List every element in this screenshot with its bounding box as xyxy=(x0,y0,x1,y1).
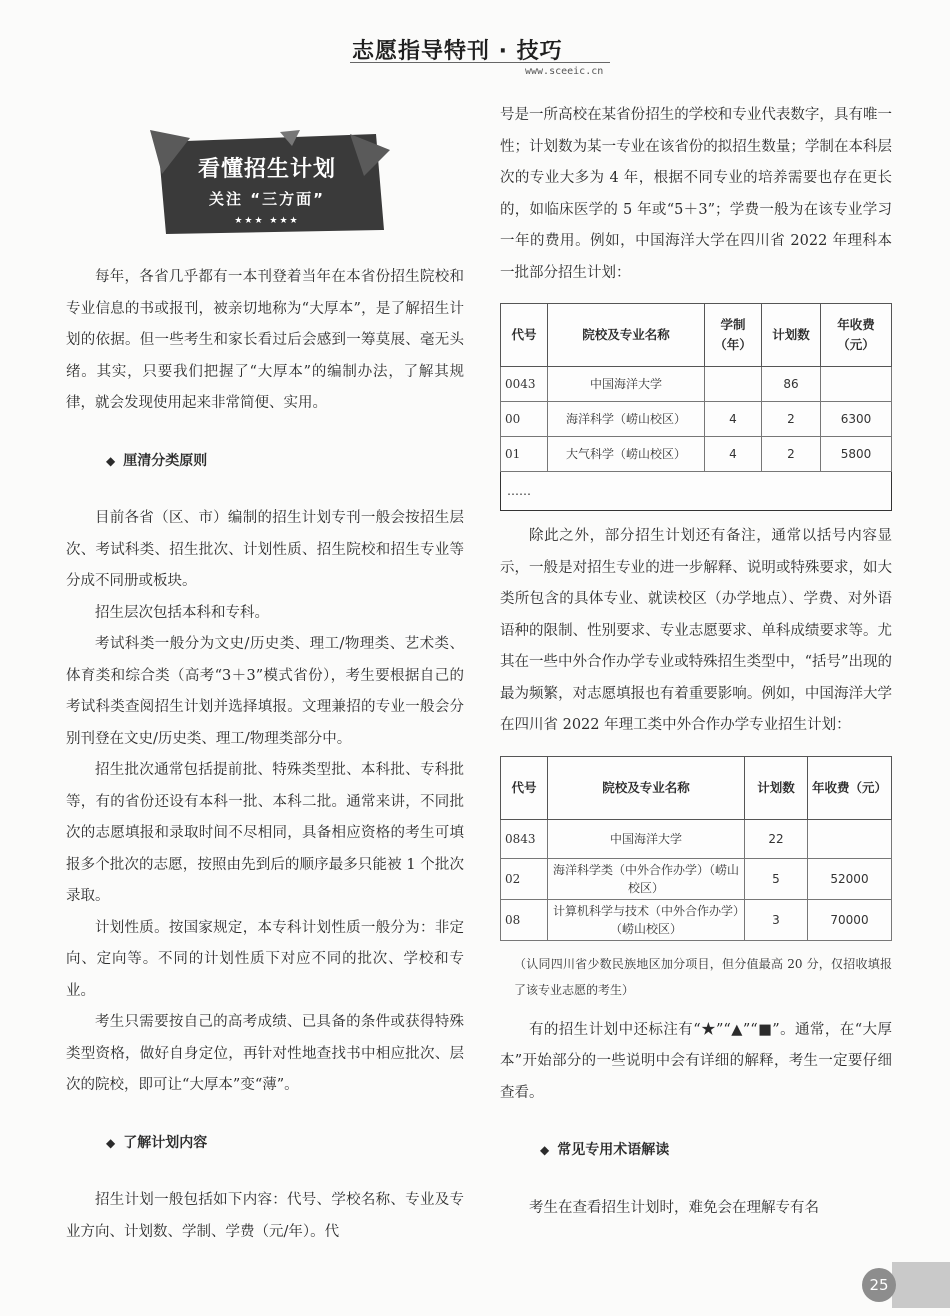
paragraph: 号是一所高校在某省份招生的学校和专业代表数字，具有唯一性；计划数为某一专业在该省份的拟招生数量；学制在本科层次的专业大多为 4 年，根据不同专业的培养需要也存在更长的，如临床医学的 5 年或“5＋3”；学费一般为在该专业学习一年的费用。例如，中国海洋大学在四川省 2022 年理科本一批部分招生计划： xyxy=(500,107,892,281)
paragraph: 招生层次包括本科和专科。 xyxy=(95,604,269,621)
table-cell: 计算机科学与技术（中外合作办学）（崂山校区） xyxy=(548,899,745,940)
diamond-icon: ◆ xyxy=(540,1143,550,1157)
left-column xyxy=(66,262,464,1248)
section-heading-text: 厘清分类原则 xyxy=(123,452,208,469)
table-cell: 海洋科学类（中外合作办学）（崂山校区） xyxy=(548,858,745,899)
table-row-more xyxy=(501,472,892,511)
table-header-row xyxy=(501,756,892,819)
paragraph: 计划性质。按国家规定，本专科计划性质一般分为：非定向、定向等。不同的计划性质下对应不同的批次、学校和专业。 xyxy=(66,919,464,999)
page-number: 25 xyxy=(862,1268,896,1302)
table-cell: 4 xyxy=(705,437,762,472)
ellipsis-cell: …… xyxy=(507,484,531,498)
table-cell: 大气科学（崂山校区） xyxy=(548,437,705,472)
table-row xyxy=(501,367,892,402)
section-heading-classification xyxy=(106,446,464,478)
table-cell: 2 xyxy=(762,402,821,437)
table-cell: 2 xyxy=(762,437,821,472)
table-cell: 52000 xyxy=(808,858,892,899)
section-banner xyxy=(150,130,390,240)
table-cell: 02 xyxy=(501,858,548,899)
column-header: 院校及专业名称 xyxy=(548,756,745,819)
header-rule xyxy=(350,62,610,63)
right-column xyxy=(500,100,892,1224)
column-header: 代号 xyxy=(501,756,548,819)
column-header: 院校及专业名称 xyxy=(548,304,705,367)
table-cell: 86 xyxy=(762,367,821,402)
paragraph: 除此之外，部分招生计划还有备注，通常以括号内容显示，一般是对招生专业的进一步解释、说明或特殊要求，如大类所包含的具体专业、就读校区（办学地点）、学费、对外语语种的限制、性别要求、专业志愿要求、单科成绩要求等。尤其在一些中外合作办学专业或特殊招生类型中，“括号”出现的最为频繁，对志愿填报也有着重要影响。例如，中国海洋大学在四川省 2022 年理工类中外合作办学专业招生计划： xyxy=(500,528,892,733)
section-heading-terms xyxy=(540,1135,892,1167)
banner-title: 看懂招生计划 xyxy=(197,157,336,182)
table-cell: 3 xyxy=(745,899,808,940)
paragraph: 招生计划一般包括如下内容：代号、学校名称、专业及专业方向、计划数、学制、学费（元/年）。代 xyxy=(66,1192,464,1240)
table-row xyxy=(501,899,892,940)
table-cell: 08 xyxy=(501,899,548,940)
table-cell: 中国海洋大学 xyxy=(548,819,745,858)
table-row xyxy=(501,437,892,472)
admission-plan-table-2 xyxy=(500,756,892,941)
table-cell: 01 xyxy=(501,437,548,472)
paragraph: 招生批次通常包括提前批、特殊类型批、本科批、专科批等，有的省份还设有本科一批、本科二批。通常来讲，不同批次的志愿填报和录取时间不尽相同，具备相应资格的考生可填报多个批次的志愿，按照由先到后的顺序最多只能被 1 个批次录取。 xyxy=(66,762,464,904)
table-cell xyxy=(705,367,762,402)
column-header: 年收费（元） xyxy=(808,756,892,819)
paragraph: 有的招生计划中还标注有“★”“▲”“■”。通常，在“大厚本”开始部分的一些说明中会有详细的解释，考生一定要仔细查看。 xyxy=(500,1021,892,1101)
admission-plan-table-1 xyxy=(500,303,892,511)
column-header: 计划数 xyxy=(762,304,821,367)
table-cell: 海洋科学（崂山校区） xyxy=(548,402,705,437)
table-row xyxy=(501,858,892,899)
intro-paragraph: 每年，各省几乎都有一本刊登着当年在本省份招生院校和专业信息的书或报刊，被亲切地称为“大厚本”，是了解招生计划的依据。但一些考生和家长看过后会感到一筹莫展、毫无头绪。其实，只要我们把握了“大厚本”的编制办法，了解其规律，就会发现使用起来非常简便、实用。 xyxy=(66,269,464,411)
table-cell: 4 xyxy=(705,402,762,437)
paragraph: 目前各省（区、市）编制的招生计划专刊一般会按招生层次、考试科类、招生批次、计划性质、招生院校和招生专业等分成不同册或板块。 xyxy=(66,510,464,589)
table-cell: 5800 xyxy=(821,437,892,472)
table-cell xyxy=(821,367,892,402)
column-header: 计划数 xyxy=(745,756,808,819)
table-header-row xyxy=(501,304,892,367)
table-cell: 70000 xyxy=(808,899,892,940)
paragraph: 考生在查看招生计划时，难免会在理解专有名 xyxy=(529,1199,819,1216)
table-cell xyxy=(808,819,892,858)
column-header: 代号 xyxy=(501,304,548,367)
section-heading-plan-content xyxy=(106,1128,464,1160)
header-title: 志愿指导特刊 · 技巧 xyxy=(352,39,563,64)
table-cell: 0043 xyxy=(501,367,548,402)
diamond-icon: ◆ xyxy=(106,1135,116,1150)
section-heading-text: 了解计划内容 xyxy=(123,1134,208,1151)
table-cell: 中国海洋大学 xyxy=(548,367,705,402)
table-note: （认同四川省少数民族地区加分项目，但分值最高 20 分，仅招收填报了该专业志愿的考生） xyxy=(514,956,892,997)
diamond-icon: ◆ xyxy=(106,453,116,468)
table-cell: 5 xyxy=(745,858,808,899)
paragraph: 考生只需要按自己的高考成绩、已具备的条件或获得特殊类型资格，做好自身定位，再针对性地查找书中相应批次、层次的院校，即可让“大厚本”变“薄”。 xyxy=(66,1014,464,1093)
table-row xyxy=(501,402,892,437)
paragraph: 考试科类一般分为文史/历史类、理工/物理类、艺术类、体育类和综合类（高考“3＋3”模式省份），考生要根据自己的考试科类查阅招生计划并选择填报。文理兼招的专业一般会分别刊登在文史/历史类、理工/物理类部分中。 xyxy=(66,636,464,747)
section-heading-text: 常见专用术语解读 xyxy=(557,1142,670,1158)
table-row xyxy=(501,819,892,858)
header-url: www.sceeic.cn xyxy=(525,66,604,77)
column-header: 年收费（元） xyxy=(821,304,892,367)
table-cell: 0843 xyxy=(501,819,548,858)
banner-subtitle: 关注 “三方面” xyxy=(209,190,325,208)
table-cell: 22 xyxy=(745,819,808,858)
table-cell: 6300 xyxy=(821,402,892,437)
page-edge-tab xyxy=(892,1262,950,1308)
banner-stars: ★★★ ★★★ xyxy=(234,216,300,226)
column-header: 学制（年） xyxy=(705,304,762,367)
table-cell: 00 xyxy=(501,402,548,437)
